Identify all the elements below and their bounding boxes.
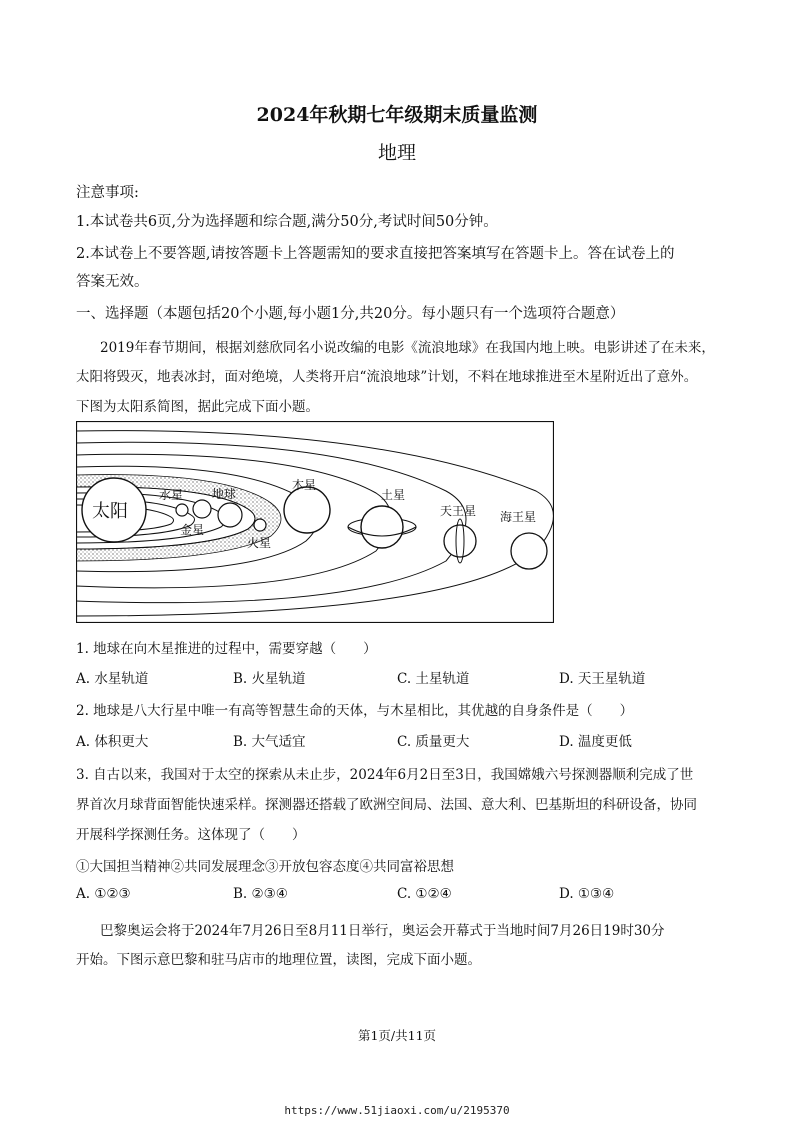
question-2-stem: 2. 地球是八大行星中唯一有高等智慧生命的天体，与木星相比，其优越的自身条件是（ ） <box>76 703 634 719</box>
passage-1-line-3: 下图为太阳系简图，据此完成下面小题。 <box>76 399 319 415</box>
question-2-option-c: C. 质量更大 <box>397 734 470 750</box>
saturn-label: 土星 <box>381 488 406 502</box>
exam-subject: 地理 <box>377 142 416 164</box>
mercury-label: 水星 <box>159 488 184 502</box>
section-heading: 一、选择题（本题包括20个小题,每小题1分,共20分。每小题只有一个选项符合题意） <box>76 306 625 322</box>
passage-1-line-2: 太阳将毁灭，地表冰封，面对绝境，人类将开启“流浪地球”计划，不料在地球推进至木星附近出了意外。 <box>76 369 698 385</box>
question-3-option-b: B. ②③④ <box>233 886 288 902</box>
sun-label: 太阳 <box>92 501 128 522</box>
question-1-option-a: A. 水星轨道 <box>76 671 149 687</box>
earth-shape <box>218 503 242 527</box>
passage-2-line-2: 开始。下图示意巴黎和驻马店市的地理位置，读图，完成下面小题。 <box>76 952 481 968</box>
question-3-option-d: D. ①③④ <box>559 886 615 902</box>
jupiter-shape <box>284 487 330 533</box>
notice-item-1: 1.本试卷共6页,分为选择题和综合题,满分50分,考试时间50分钟。 <box>76 214 498 230</box>
passage-2-line-1: 巴黎奥运会将于2024年7月26日至8月11日举行，奥运会开幕式于当地时间7月26日19时30分 <box>100 923 665 939</box>
question-1-option-b: B. 火星轨道 <box>233 671 306 687</box>
uranus-label: 天王星 <box>440 504 477 518</box>
mars-shape <box>254 519 266 531</box>
question-3-line-2: 界首次月球背面智能快速采样。探测器还搭载了欧洲空间局、法国、意大利、巴基斯坦的科研设备，协同 <box>76 797 697 813</box>
question-1-option-c: C. 土星轨道 <box>397 671 470 687</box>
question-2-option-b: B. 大气适宜 <box>233 734 306 750</box>
jupiter-label: 木星 <box>292 478 317 492</box>
mars-label: 火星 <box>247 536 272 550</box>
solar-system-diagram <box>76 421 554 623</box>
question-3-option-c: C. ①②④ <box>397 886 452 902</box>
question-3-line-3: 开展科学探测任务。这体现了（ ） <box>76 827 306 843</box>
question-2-option-a: A. 体积更大 <box>76 734 149 750</box>
question-1-option-d: D. 天王星轨道 <box>559 671 646 687</box>
watermark-url[interactable]: https://www.51jiaoxi.com/u/2195370 <box>284 1104 510 1117</box>
question-3-line-1: 3. 自古以来，我国对于太空的探索从未止步，2024年6月2日至3日，我国嫦娥六号探测器顺利完成了世 <box>76 767 694 783</box>
exam-title: 2024年秋期七年级期末质量监测 <box>256 104 538 126</box>
passage-1-line-1: 2019年春节期间，根据刘慈欣同名小说改编的电影《流浪地球》在我国内地上映。电影讲述了在未来， <box>100 340 715 356</box>
venus-label: 金星 <box>180 523 205 537</box>
question-3-choices: ①大国担当精神②共同发展理念③开放包容态度④共同富裕思想 <box>76 859 454 875</box>
earth-label: 地球 <box>212 487 237 501</box>
question-1-stem: 1. 地球在向木星推进的过程中，需要穿越（ ） <box>76 641 377 657</box>
neptune-shape <box>511 533 547 569</box>
mercury-shape <box>176 504 188 516</box>
notice-item-2-line-2: 答案无效。 <box>76 274 149 290</box>
notice-heading: 注意事项: <box>76 185 139 201</box>
venus-shape <box>193 500 211 518</box>
page-number: 第1页/共11页 <box>357 1028 437 1043</box>
question-2-option-d: D. 温度更低 <box>559 734 632 750</box>
notice-item-2-line-1: 2.本试卷上不要答题,请按答题卡上答题需知的要求直接把答案填写在答题卡上。答在试卷上的 <box>76 246 675 262</box>
neptune-label: 海王星 <box>500 510 537 524</box>
question-3-option-a: A. ①②③ <box>76 886 131 902</box>
